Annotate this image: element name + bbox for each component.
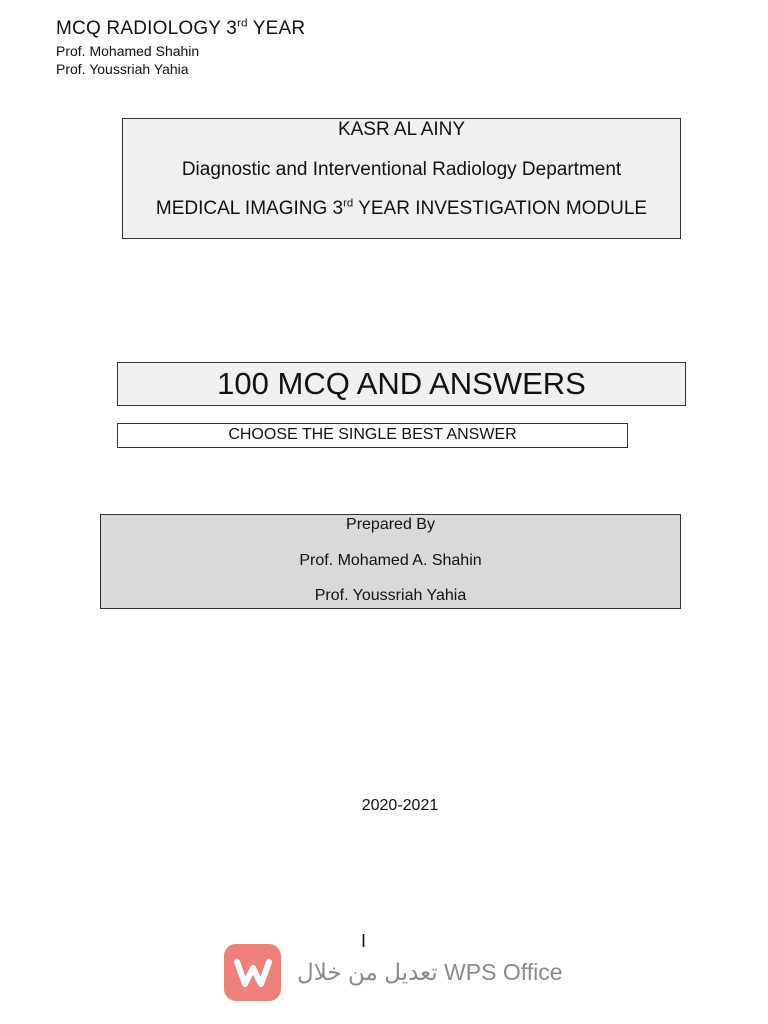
- academic-year: 2020-2021: [361, 797, 439, 814]
- author-line-2: Prof. Youssriah Yahia: [56, 61, 189, 77]
- page-number: I: [361, 931, 367, 951]
- module-name: MEDICAL IMAGING 3rd YEAR INVESTIGATION MODULE: [155, 197, 648, 219]
- author-line-1: Prof. Mohamed Shahin: [56, 43, 200, 59]
- instruction-text: CHOOSE THE SINGLE BEST ANSWER: [228, 426, 517, 443]
- document-title: MCQ RADIOLOGY 3rd YEAR: [56, 17, 306, 39]
- wps-office-logo-icon: [224, 944, 281, 1001]
- main-title-box: [117, 362, 686, 406]
- prepared-by-box: [100, 514, 681, 609]
- institution-box: [122, 118, 681, 239]
- watermark-text: تعديل من خلال WPS Office: [297, 958, 563, 985]
- prepared-by-label: Prepared By: [346, 516, 435, 533]
- wps-watermark: [224, 942, 562, 1002]
- main-title: 100 MCQ AND ANSWERS: [217, 366, 586, 401]
- instruction-box: [117, 423, 628, 448]
- institution-name: KASR AL AINY: [337, 119, 466, 140]
- preparer-name-1: Prof. Mohamed A. Shahin: [299, 552, 482, 569]
- preparer-name-2: Prof. Youssriah Yahia: [314, 587, 467, 604]
- department-name: Diagnostic and Interventional Radiology Department: [181, 159, 622, 180]
